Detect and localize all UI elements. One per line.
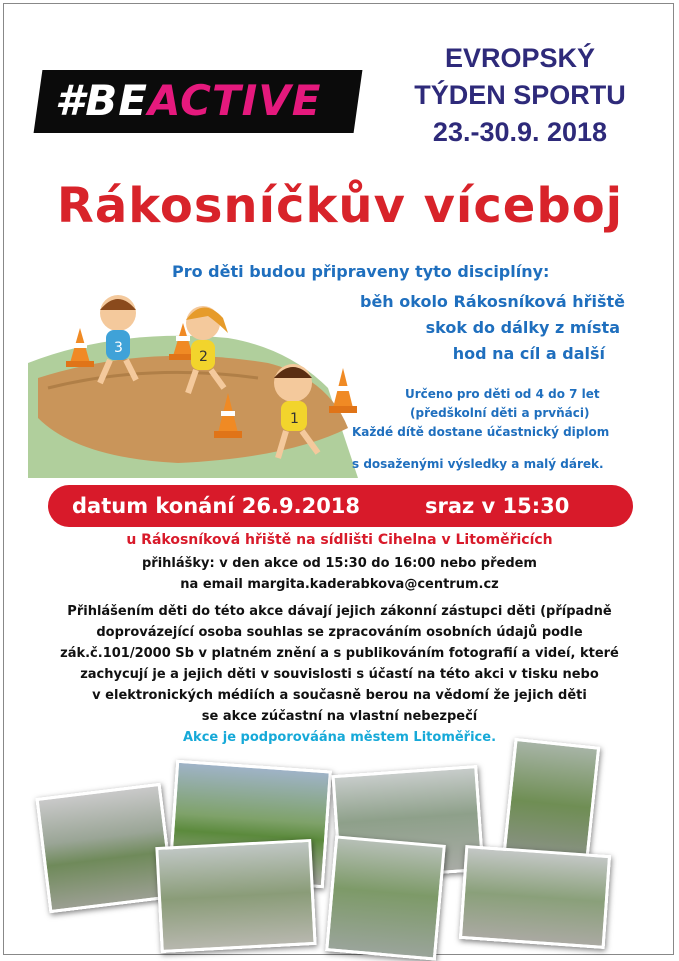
consent-text: [0, 601, 679, 748]
disciplines-heading: Pro děti budou připraveny tyto disciplíny:: [172, 262, 550, 281]
diploma-note: Každé dítě dostane účastnický diplom: [352, 425, 610, 439]
date-banner: [48, 485, 633, 527]
consent-line: zachycují je a jejich děti v souvislosti s účastí na této akci v tisku nebo: [80, 667, 599, 682]
event-location: u Rákosníková hřiště na sídlišti Cihelna v Litoměřicích: [126, 532, 553, 548]
event-line-2: TÝDEN SPORTU: [414, 80, 626, 110]
event-dates: 23.-30.9. 2018: [432, 117, 608, 147]
support-note: Akce je podporováána městem Litoměřice.: [182, 730, 497, 745]
consent-line: se akce zúčastní na vlastní nebezpečí: [201, 709, 478, 724]
consent-line: zák.č.101/2000 Sb v platném znění a s publikováním fotografií a videí, které: [60, 646, 619, 661]
svg-text:1: 1: [290, 411, 299, 427]
registration-info: [0, 553, 679, 595]
logo-part-1: #BE: [55, 76, 148, 125]
svg-text:2: 2: [199, 349, 208, 365]
consent-line: v elektronických médiích a současně berou na vědomí že jejich děti: [92, 688, 587, 703]
event-photo: [325, 835, 446, 960]
discipline-item: hod na cíl a další: [452, 344, 605, 363]
registration-email: na email margita.kaderabkova@centrum.cz: [180, 577, 499, 592]
page-title: Rákosníčkův víceboj: [56, 178, 624, 234]
event-photo: [155, 839, 316, 953]
prize-note: s dosaženými výsledky a malý dárek.: [352, 457, 604, 471]
logo-part-2: ACTIVE: [147, 76, 322, 125]
age-note-sub: (předškolní děti a prvňáci): [410, 406, 590, 420]
event-photo: [459, 845, 611, 949]
event-heading: [380, 40, 660, 151]
cone-icon: [329, 368, 357, 413]
discipline-item: běh okolo Rákosníková hřiště: [359, 292, 625, 311]
age-note: Určeno pro děti od 4 do 7 let: [405, 387, 600, 401]
beactive-logo: [55, 76, 355, 125]
event-line-1: EVROPSKÝ: [444, 43, 596, 73]
event-photo: [35, 783, 174, 913]
event-date: datum konání 26.9.2018: [72, 494, 361, 518]
meeting-time: sraz v 15:30: [425, 494, 570, 518]
consent-line: Přihlášením děti do této akce dávají jejich zákonní zástupci děti (případně: [67, 604, 612, 619]
discipline-item: skok do dálky z místa: [425, 318, 620, 337]
registration-line: přihlášky: v den akce od 15:30 do 16:00 nebo předem: [142, 556, 537, 571]
consent-line: doprovázející osoba souhlas se zpracováním osobních údajů podle: [96, 625, 583, 640]
svg-text:3: 3: [114, 340, 123, 356]
